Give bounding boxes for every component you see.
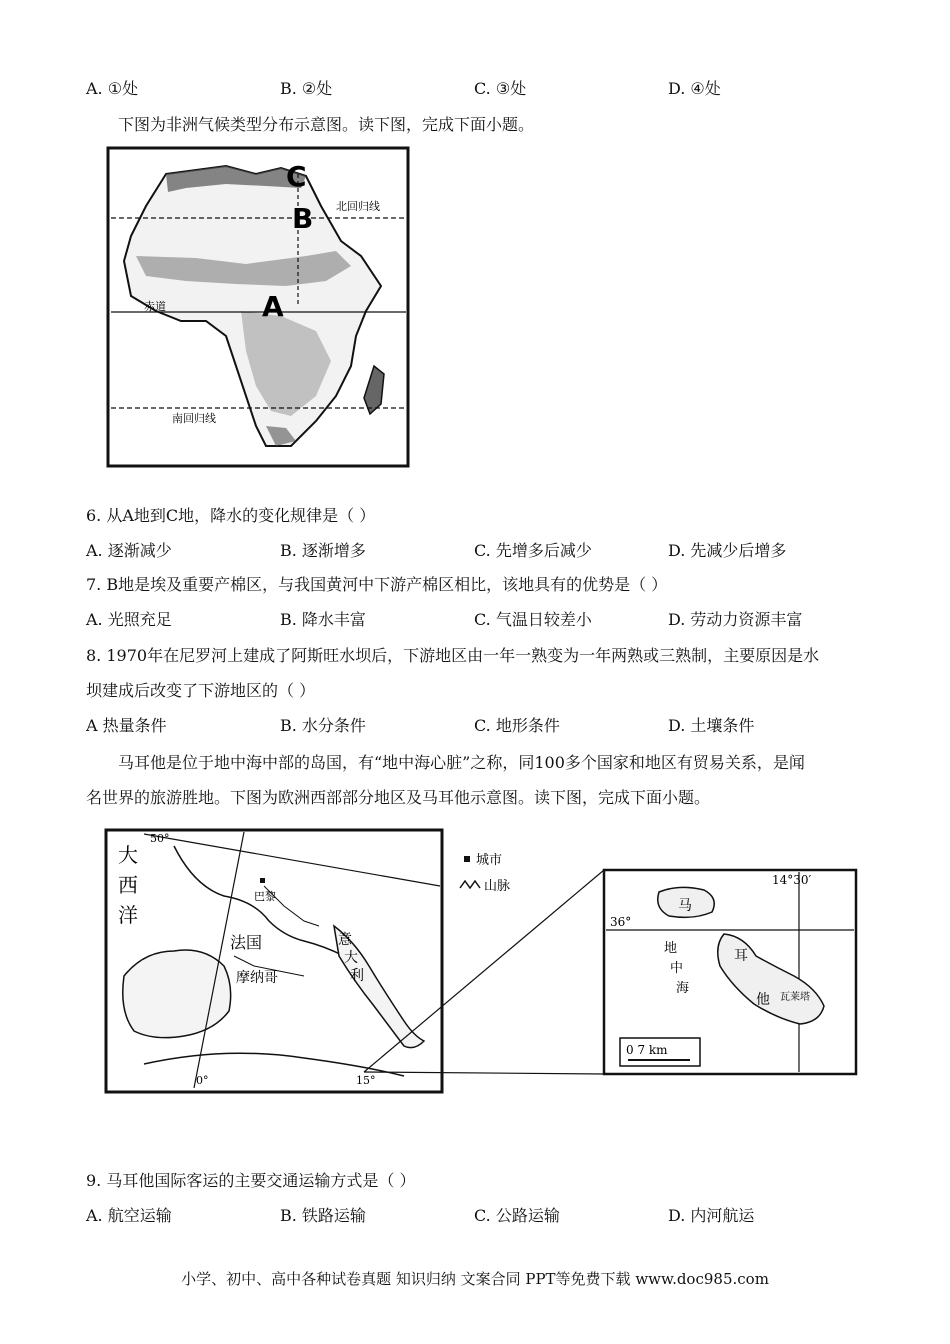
france-label: 法国 [230, 933, 263, 952]
q6-option-d: D. 先减少后增多 [668, 541, 787, 560]
q7-option-d: D. 劳动力资源丰富 [668, 610, 803, 629]
q8-option-a: A 热量条件 [86, 716, 167, 735]
q8-option-b: B. 水分条件 [280, 716, 366, 735]
ocean-label-1: 大 [118, 843, 138, 867]
q9-option-b: B. 铁路运输 [280, 1206, 366, 1225]
lon-15-label: 15° [356, 1074, 376, 1087]
valletta-label: 瓦莱塔 [780, 992, 810, 1003]
tropic-north-label: 北回归线 [336, 200, 380, 213]
option-c: C. ③处 [474, 79, 527, 98]
q9-option-d: D. 内河航运 [668, 1206, 755, 1225]
lat-50-label: 50° [150, 832, 170, 845]
option-a: A. ①处 [86, 79, 139, 98]
sea-label-1: 地 [664, 941, 678, 956]
italy-label-3: 利 [350, 968, 364, 984]
ocean-label-3: 洋 [118, 903, 138, 927]
sea-label-3: 海 [676, 981, 690, 996]
africa-climate-map [106, 146, 410, 468]
sea-label-2: 中 [670, 961, 684, 976]
label-b: B [292, 202, 314, 235]
intro-africa: 下图为非洲气候类型分布示意图。读下图，完成下面小题。 [118, 115, 535, 134]
intro-malta-line2: 名世界的旅游胜地。下图为欧洲西部部分地区及马耳他示意图。读下图，完成下面小题。 [86, 788, 711, 807]
q9-option-a: A. 航空运输 [86, 1206, 172, 1225]
q9-stem: 9. 马耳他国际客运的主要交通运输方式是（ ） [86, 1171, 416, 1190]
q6-option-b: B. 逐渐增多 [280, 541, 366, 560]
italy-label-2: 大 [344, 950, 358, 966]
q8-stem-line2: 坝建成后改变了下游地区的（ ） [86, 681, 316, 700]
label-a: A [262, 290, 284, 323]
malta-lat-label: 36° [610, 915, 632, 929]
italy-label-1: 意 [338, 932, 352, 948]
island-ta-label: 他 [756, 992, 770, 1008]
q7-option-a: A. 光照充足 [86, 610, 172, 629]
malta-lon-label: 14°30′ [772, 873, 812, 887]
q6-option-c: C. 先增多后减少 [474, 541, 592, 560]
scale-label: 0 7 km [626, 1043, 668, 1057]
paris-label: 巴黎 [254, 890, 276, 903]
q6-option-a: A. 逐渐减少 [86, 541, 172, 560]
legend-mountain: 山脉 [484, 879, 511, 894]
ocean-label-2: 西 [118, 873, 138, 897]
tropic-south-label: 南回归线 [172, 412, 216, 425]
island-ma-label: 马 [678, 898, 692, 914]
q7-stem: 7. B地是埃及重要产棉区，与我国黄河中下游产棉区相比，该地具有的优势是（ ） [86, 575, 668, 594]
q8-option-c: C. 地形条件 [474, 716, 560, 735]
q7-option-b: B. 降水丰富 [280, 610, 366, 629]
label-c: C [286, 160, 307, 193]
option-d: D. ④处 [668, 79, 721, 98]
q8-stem-line1: 8. 1970年在尼罗河上建成了阿斯旺水坝后，下游地区由一年一熟变为一年两熟或三熟制，主要原因是水 [86, 646, 820, 665]
q9-option-c: C. 公路运输 [474, 1206, 560, 1225]
island-er-label: 耳 [734, 948, 748, 964]
monaco-label: 摩纳哥 [236, 970, 278, 986]
legend-city: 城市 [476, 853, 503, 868]
europe-malta-map [104, 826, 860, 1098]
intro-malta-line1: 马耳他是位于地中海中部的岛国，有“地中海心脏”之称，同100多个国家和地区有贸易关系，是闻 [118, 753, 805, 772]
option-b: B. ②处 [280, 79, 333, 98]
lon-0-label: 0° [196, 1074, 209, 1087]
q8-option-d: D. 土壤条件 [668, 716, 755, 735]
q7-option-c: C. 气温日较差小 [474, 610, 592, 629]
page-footer: 小学、初中、高中各种试卷真题 知识归纳 文案合同 PPT等免费下载 www.doc985.com [181, 1270, 769, 1288]
q6-stem: 6. 从A地到C地，降水的变化规律是（ ） [86, 506, 376, 525]
equator-label: 赤道 [144, 300, 166, 313]
